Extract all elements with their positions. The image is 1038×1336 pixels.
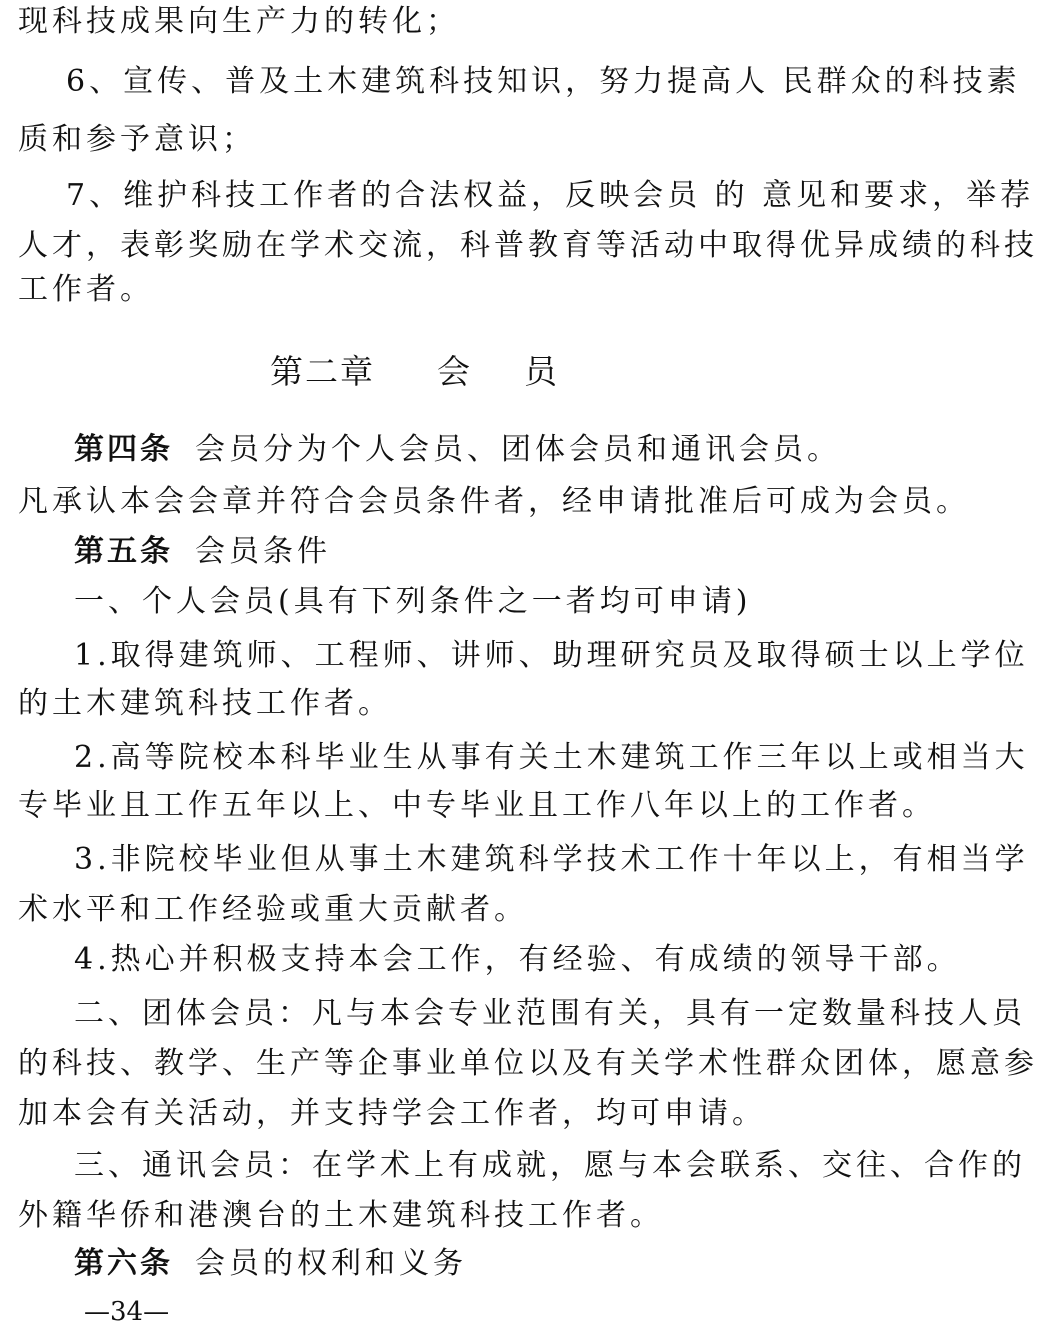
article-text: 会员条件 [195,534,331,569]
text-line: 的科技、教学、生产等企事业单位以及有关学术性群众团体，愿意参 [18,1046,1038,1081]
article-five [74,532,894,572]
text-line: 4.热心并积极支持本会工作，有经验、有成绩的领导干部。 [74,942,961,977]
text-line: 加本会有关活动，并支持学会工作者，均可申请。 [18,1096,766,1131]
text-line: 1.取得建筑师、工程师、讲师、助理研究员及取得硕士以上学位 [74,638,1029,673]
text-line: 质和参予意识； [18,122,256,157]
text-line: 现科技成果向生产力的转化； [18,4,460,39]
chapter-number: 第二章 [270,352,375,391]
text-line: 二、团体会员：凡与本会专业范围有关，具有一定数量科技人员 [74,996,1026,1031]
text-line: 的土木建筑科技工作者。 [18,686,392,721]
article-label: 第五条 [74,534,173,569]
text-line: 6、宣传、普及土木建筑科技知识，努力提高人 民群众的科技素 [66,64,1021,99]
chapter-title-part: 会 [437,352,472,391]
text-line: 术水平和工作经验或重大贡献者。 [18,892,528,927]
text-line: 工作者。 [18,272,154,307]
text-line: 7、维护科技工作者的合法权益，反映会员 的 意见和要求，举荐 [66,178,1035,213]
article-four [74,430,894,470]
text-line: 三、通讯会员：在学术上有成就，愿与本会联系、交往、合作的 [74,1148,1026,1183]
text-line: 凡承认本会会章并符合会员条件者，经申请批准后可成为会员。 [18,484,970,519]
article-text: 会员的权利和义务 [195,1246,467,1281]
text-line: 人才，表彰奖励在学术交流，科普教育等活动中取得优异成绩的科技 [18,228,1038,263]
text-line: 2.高等院校本科毕业生从事有关土木建筑工作三年以上或相当大 [74,740,1029,775]
page-number: —34— [84,1297,170,1327]
article-six [74,1244,894,1284]
text-line: 3.非院校毕业但从事土木建筑科学技术工作十年以上，有相当学 [74,842,1029,877]
section-title: 一、个人会员(具有下列条件之一者均可申请) [74,584,752,619]
article-label: 第四条 [74,432,173,467]
text-line: 外籍华侨和港澳台的土木建筑科技工作者。 [18,1198,664,1233]
chapter-title-part: 员 [524,352,559,391]
chapter-heading [270,350,559,394]
text-line: 专毕业且工作五年以上、中专毕业且工作八年以上的工作者。 [18,788,936,823]
article-text: 会员分为个人会员、团体会员和通讯会员。 [195,432,841,467]
article-label: 第六条 [74,1246,173,1281]
